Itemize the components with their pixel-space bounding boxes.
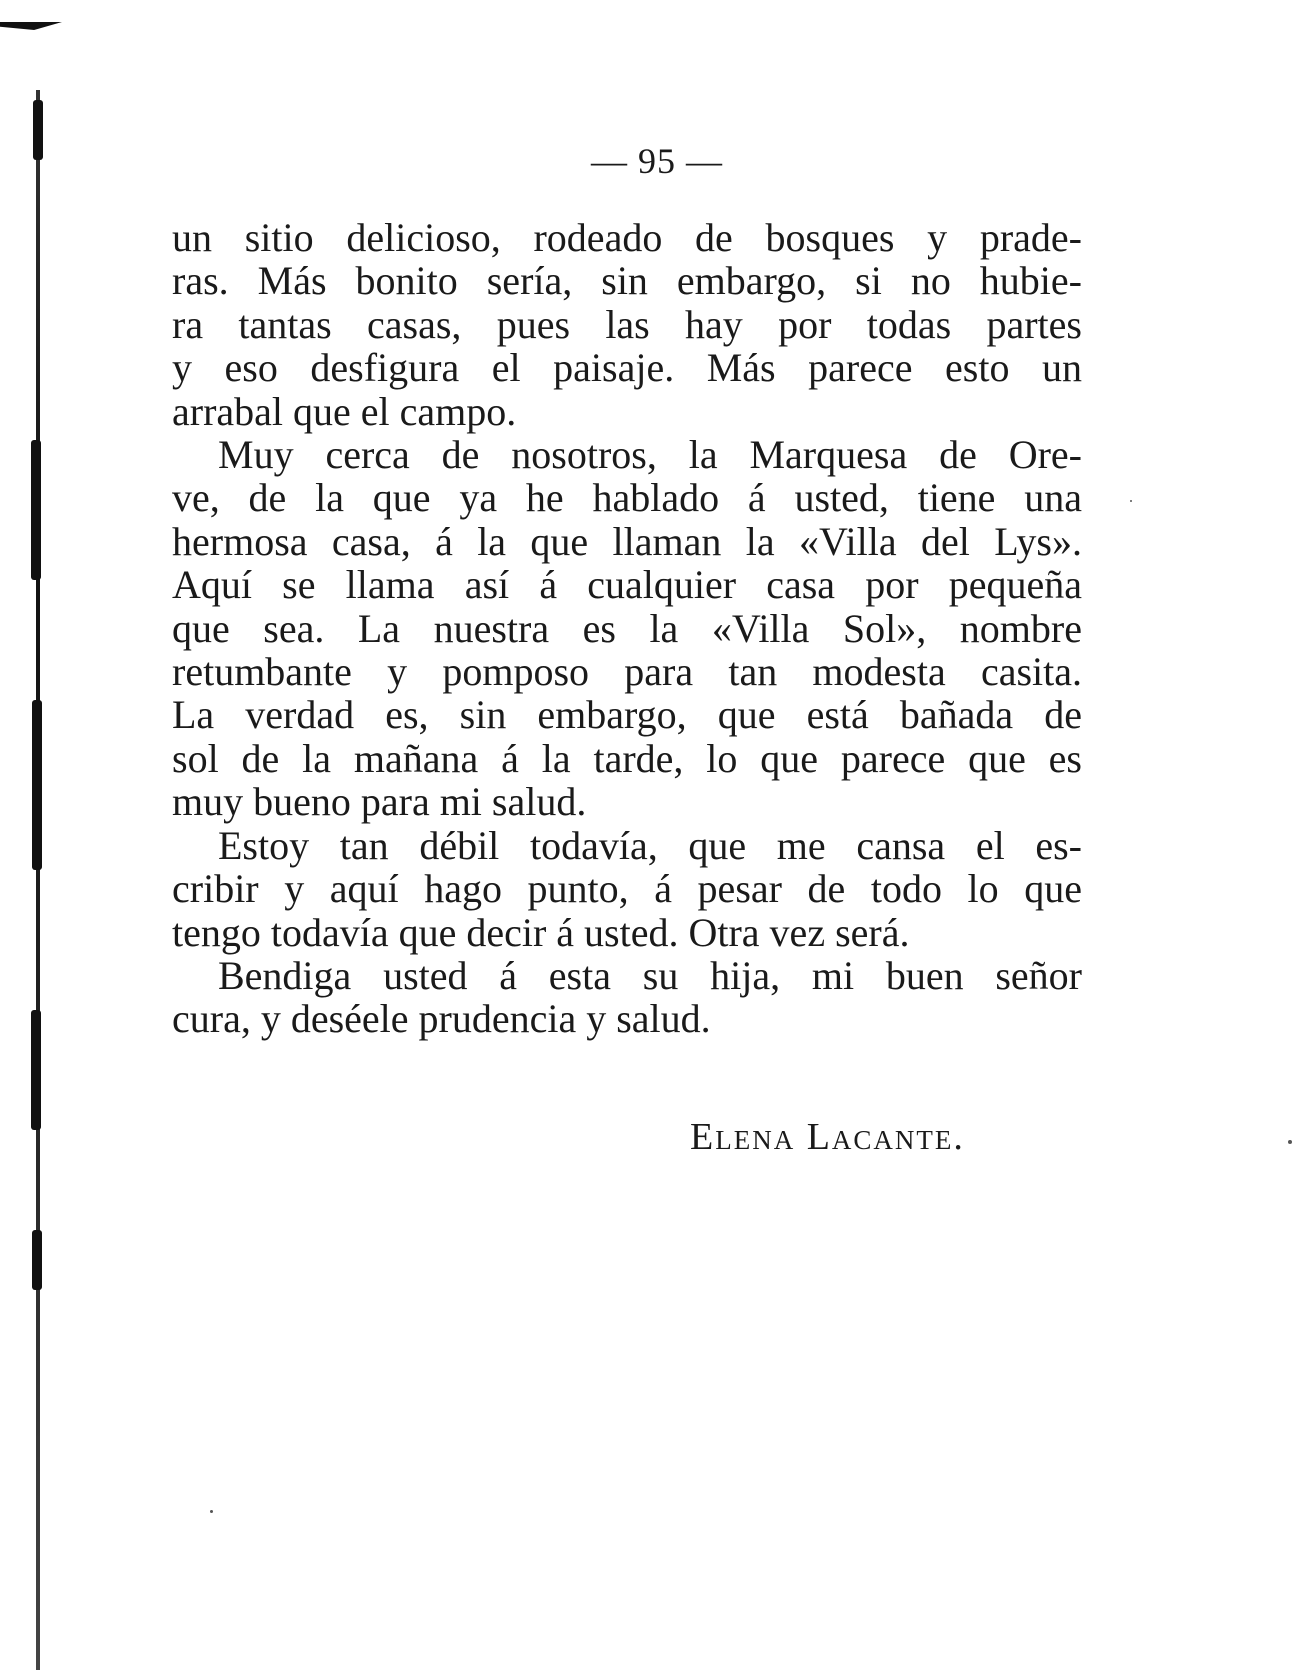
text-line: Muy cerca de nosotros, la Marquesa de Ore-	[218, 432, 1082, 478]
binding-notch	[0, 22, 62, 30]
text-line: muy bueno para mi salud.	[172, 779, 587, 825]
text-line: ve, de la que ya he hablado á usted, tiene una	[172, 475, 1082, 521]
text-line: ra tantas casas, pues las hay por todas partes	[172, 301, 1082, 347]
binding-edge	[0, 0, 60, 1680]
binding-stem	[36, 90, 40, 1670]
body-text	[172, 216, 1082, 1041]
text-line: tengo todavía que decir á usted. Otra vez será.	[172, 909, 910, 955]
text-line: cura, y deséele prudencia y salud.	[172, 996, 711, 1042]
speck	[1130, 500, 1132, 502]
text-line: un sitio delicioso, rodeado de bosques y prade-	[172, 215, 1082, 260]
binding-mark	[32, 1230, 42, 1290]
text-line: Bendiga usted á esta su hija, mi buen señor	[218, 952, 1082, 998]
speck	[1288, 1140, 1292, 1144]
text-line: hermosa casa, á la que llaman la «Villa del Lys».	[172, 518, 1082, 564]
speck	[210, 1510, 213, 1513]
text-line: ras. Más bonito sería, sin embargo, si no hubie-	[172, 258, 1082, 304]
text-line: Aquí se llama así á cualquier casa por pequeña	[172, 562, 1082, 608]
binding-mark	[31, 440, 41, 580]
text-line: arrabal que el campo.	[172, 388, 517, 434]
binding-mark	[32, 700, 42, 870]
text-line: La verdad es, sin embargo, que está bañada de	[172, 692, 1082, 738]
page-number: — 95 —	[591, 141, 723, 181]
binding-mark	[31, 1010, 41, 1130]
text-line: cribir y aquí hago punto, á pesar de todo lo que	[172, 866, 1082, 912]
text-line: que sea. La nuestra es la «Villa Sol», nombre	[172, 605, 1082, 651]
text-line: retumbante y pomposo para tan modesta casita.	[172, 649, 1082, 695]
text-line: sol de la mañana á la tarde, lo que parece que es	[172, 735, 1082, 781]
signature: Elena Lacante.	[690, 1116, 965, 1158]
text-line: Estoy tan débil todavía, que me cansa el es-	[218, 822, 1082, 868]
text-line: y eso desfigura el paisaje. Más parece esto un	[172, 345, 1082, 391]
